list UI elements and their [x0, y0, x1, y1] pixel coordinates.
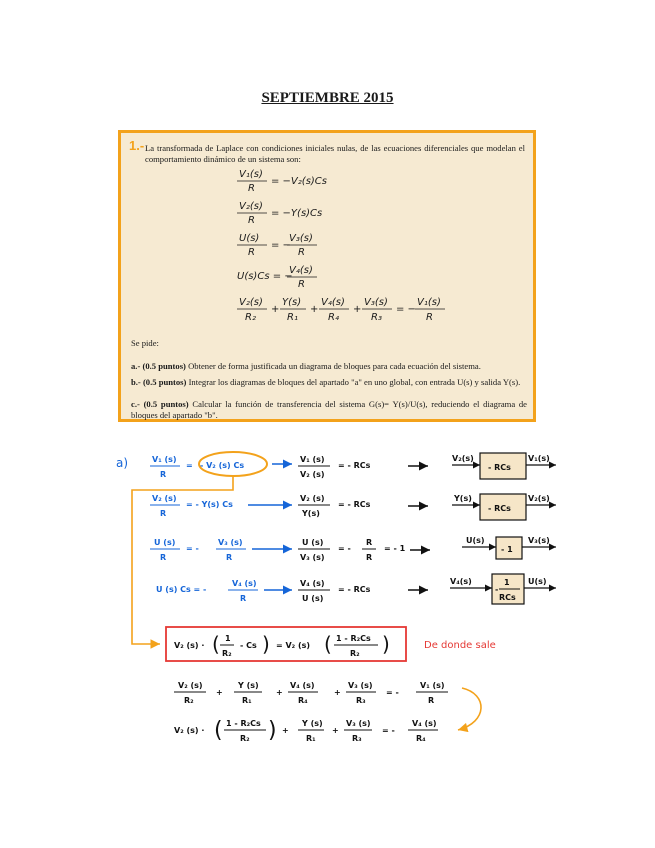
se-pide-label: Se pide:: [131, 338, 159, 348]
svg-text:R: R: [160, 509, 167, 518]
svg-text:V₄(s): V₄(s): [289, 265, 313, 276]
svg-text:V₄ (s): V₄ (s): [412, 719, 437, 728]
svg-text:V₃ (s): V₃ (s): [300, 553, 325, 562]
svg-text:+: +: [334, 688, 341, 697]
svg-text:- Cs: - Cs: [240, 641, 257, 650]
svg-text:U (s) Cs = -: U (s) Cs = -: [156, 585, 207, 594]
svg-text:V₃(s): V₃(s): [364, 297, 388, 308]
svg-text:R: R: [366, 538, 373, 547]
svg-text:V₄ (s): V₄ (s): [300, 579, 325, 588]
svg-text:R₁: R₁: [242, 696, 252, 705]
svg-text:R: R: [298, 279, 305, 290]
svg-text:R: R: [298, 247, 305, 258]
svg-text:R: R: [426, 312, 433, 323]
svg-text:V₄ (s): V₄ (s): [232, 579, 257, 588]
svg-text:Y(s): Y(s): [454, 494, 472, 503]
svg-text:V₄ (s): V₄ (s): [290, 681, 315, 690]
svg-text:R₄: R₄: [328, 312, 339, 323]
svg-text:R: R: [428, 696, 435, 705]
svg-text:R₁: R₁: [287, 312, 298, 323]
svg-text:= - 1: = - 1: [384, 544, 406, 553]
svg-text:R₄: R₄: [298, 696, 308, 705]
note-de-donde-sale: De donde sale: [424, 640, 496, 651]
item-a: a.- (0.5 puntos) Obtener de forma justificada un diagrama de bloques para cada ecuación del sistema.: [131, 361, 481, 371]
svg-text:R: R: [160, 553, 167, 562]
svg-text:U (s): U (s): [302, 538, 324, 547]
svg-text:R₂: R₂: [222, 649, 232, 658]
svg-text:(: (: [324, 632, 332, 656]
svg-text:= -: = -: [338, 544, 351, 553]
part-a-label: a): [116, 456, 129, 470]
svg-text:R₄: R₄: [416, 734, 426, 743]
block-diagram-1: [452, 453, 556, 479]
svg-text:R₃: R₃: [352, 734, 362, 743]
svg-text:= -: = -: [382, 726, 395, 735]
svg-text:V₁(s): V₁(s): [528, 454, 550, 463]
svg-text:= - RCs: = - RCs: [338, 585, 371, 594]
svg-text:- 1: - 1: [501, 545, 513, 554]
svg-text:V₂ (s): V₂ (s): [300, 470, 325, 479]
svg-text:U (s): U (s): [302, 594, 324, 603]
svg-text:R₁: R₁: [306, 734, 316, 743]
svg-text:R₃: R₃: [371, 312, 382, 323]
svg-text:R: R: [240, 594, 247, 603]
svg-text:= - RCs: = - RCs: [338, 461, 371, 470]
svg-text:R: R: [248, 247, 255, 258]
svg-text:-: -: [495, 585, 499, 594]
svg-text:- RCs: - RCs: [488, 504, 511, 513]
svg-text:V₄(s): V₄(s): [321, 297, 345, 308]
svg-text:R: R: [248, 183, 255, 194]
svg-text:+: +: [353, 304, 362, 315]
problem-intro: La transformada de Laplace con condiciones iniciales nulas, de las ecuaciones diferenciales que modelan el comportamiento dinámico de un sistema son:: [145, 143, 525, 164]
svg-text:V₃ (s): V₃ (s): [348, 681, 373, 690]
svg-text:+: +: [332, 726, 339, 735]
svg-text:R: R: [248, 215, 255, 226]
svg-text:R₂: R₂: [350, 649, 360, 658]
svg-text:1 - R₂Cs: 1 - R₂Cs: [336, 634, 371, 643]
svg-text:U(s): U(s): [239, 233, 260, 244]
svg-text:V₁ (s): V₁ (s): [420, 681, 445, 690]
svg-text:R₂: R₂: [240, 734, 250, 743]
svg-text:= −: = −: [271, 240, 291, 251]
svg-text:= −V₂(s)Cs: = −V₂(s)Cs: [271, 176, 327, 187]
svg-text:+: +: [271, 304, 280, 315]
svg-text:): ): [268, 718, 277, 743]
svg-text:1 - R₂Cs: 1 - R₂Cs: [226, 719, 261, 728]
svg-text:= -: = -: [186, 544, 199, 553]
svg-text:(: (: [212, 632, 220, 656]
svg-text:V₂(s): V₂(s): [528, 494, 550, 503]
svg-text:R₂: R₂: [245, 312, 256, 323]
svg-text:= - Y(s) Cs: = - Y(s) Cs: [186, 500, 233, 509]
block-diagram-2: [452, 494, 556, 520]
svg-text:Y(s): Y(s): [282, 297, 302, 308]
svg-text:= −: = −: [396, 304, 416, 315]
svg-text:V₃(s): V₃(s): [289, 233, 313, 244]
svg-text:R: R: [160, 470, 167, 479]
svg-text:= V₂ (s): = V₂ (s): [276, 641, 311, 650]
svg-text:+: +: [282, 726, 289, 735]
svg-text:RCs: RCs: [499, 593, 516, 602]
svg-text:1: 1: [504, 578, 510, 587]
svg-text:R₂: R₂: [184, 696, 194, 705]
orange-curved-arrow: [458, 688, 481, 730]
svg-text:R: R: [366, 553, 373, 562]
svg-text:V₃ (s): V₃ (s): [218, 538, 243, 547]
svg-text:V₂ (s): V₂ (s): [300, 494, 325, 503]
svg-text:V₁ (s): V₁ (s): [300, 455, 325, 464]
svg-text:): ): [262, 632, 270, 656]
svg-text:R₃: R₃: [356, 696, 366, 705]
svg-text:U(s): U(s): [466, 536, 485, 545]
item-b: b.- (0.5 puntos) Integrar los diagramas de bloques del apartado "a" en uno global, con entrada U(s) y salida Y(s).: [131, 377, 521, 387]
svg-text:): ): [382, 632, 390, 656]
svg-text:V₂ (s) ·: V₂ (s) ·: [174, 726, 205, 735]
svg-text:= -: = -: [386, 688, 399, 697]
svg-text:V₂ (s): V₂ (s): [178, 681, 203, 690]
svg-text:V₁(s): V₁(s): [239, 169, 263, 180]
svg-text:R: R: [226, 553, 233, 562]
svg-text:(: (: [214, 718, 223, 743]
svg-text:= −Y(s)Cs: = −Y(s)Cs: [271, 208, 323, 219]
svg-text:V₄(s): V₄(s): [450, 577, 472, 586]
svg-text:V₁(s): V₁(s): [417, 297, 441, 308]
svg-text:V₂ (s) ·: V₂ (s) ·: [174, 641, 205, 650]
svg-text:V₃(s): V₃(s): [528, 536, 550, 545]
svg-text:Y (s): Y (s): [238, 681, 259, 690]
page-title: SEPTIEMBRE 2015: [261, 90, 394, 106]
svg-text:+: +: [276, 688, 283, 697]
svg-text:Y(s): Y(s): [302, 509, 320, 518]
svg-text:V₃ (s): V₃ (s): [346, 719, 371, 728]
svg-text:V₂(s): V₂(s): [239, 297, 263, 308]
item-c: c.- (0.5 puntos) Calcular la función de transferencia del sistema G(s)= Y(s)/U(s), reduciendo el diagrama de bloques del apartado "b".: [131, 399, 527, 420]
problem-number: 1.-: [129, 138, 145, 153]
svg-text:U(s): U(s): [528, 577, 547, 586]
svg-text:- RCs: - RCs: [488, 463, 511, 472]
svg-text:=: =: [186, 461, 193, 470]
svg-text:+: +: [310, 304, 319, 315]
block-diagram-3: [462, 536, 556, 559]
svg-text:V₁ (s): V₁ (s): [152, 455, 177, 464]
svg-text:U (s): U (s): [154, 538, 176, 547]
svg-text:V₂(s): V₂(s): [452, 454, 474, 463]
svg-text:- V₂ (s) Cs: - V₂ (s) Cs: [200, 461, 245, 470]
svg-text:Y (s): Y (s): [302, 719, 323, 728]
svg-text:V₂ (s): V₂ (s): [152, 494, 177, 503]
svg-text:V₂(s): V₂(s): [239, 201, 263, 212]
svg-text:1: 1: [225, 634, 231, 643]
svg-text:+: +: [216, 688, 223, 697]
block-diagram-4: [450, 574, 556, 604]
svg-text:U(s)Cs = −: U(s)Cs = −: [237, 271, 293, 282]
svg-text:= - RCs: = - RCs: [338, 500, 371, 509]
